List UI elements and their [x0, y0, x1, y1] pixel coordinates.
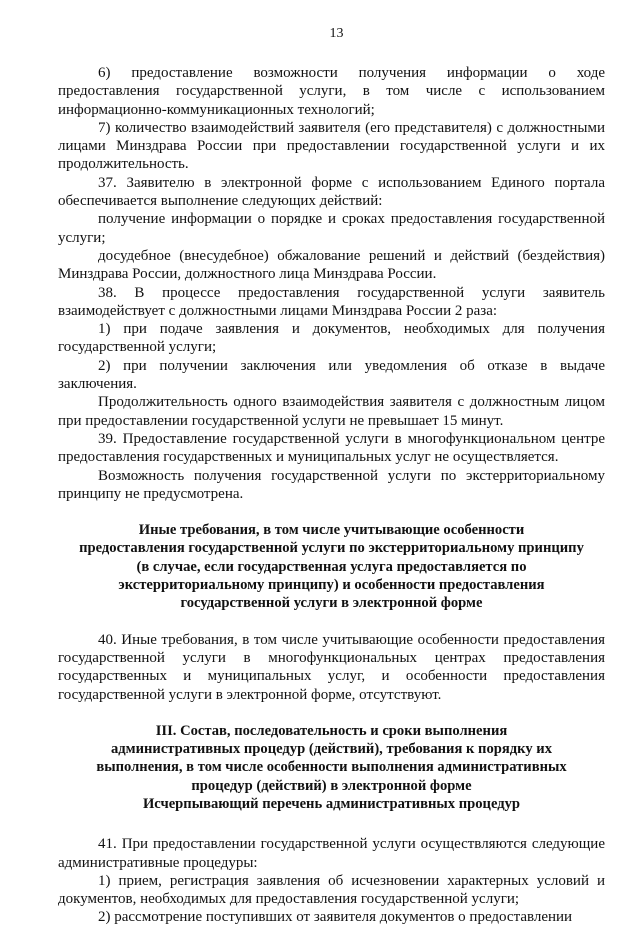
heading-line: Иные требования, в том числе учитывающие особенности: [138, 522, 525, 539]
heading-line: административных процедур (действий), требования к порядку их: [110, 741, 553, 758]
paragraph-41: 41. При предоставлении государственной услуги осуществляются следующие административные процедуры:: [58, 836, 605, 871]
paragraph-41-item-1: 1) прием, регистрация заявления об исчезновении характерных условий и документов, необходимых для предоставления государственной услуги;: [58, 872, 605, 908]
heading-line: (в случае, если государственная услуга предоставляется по: [136, 558, 527, 575]
paragraph-39: 39. Предоставление государственной услуги в многофункциональном центре предоставления государственных и муниципальных услуг не осуществляется.: [58, 430, 605, 466]
heading-line: экстерриториальному принципу) и особенности предоставления: [118, 577, 545, 594]
paragraph-duration: Продолжительность одного взаимодействия заявителя с должностным лицом при предоставлении государственной услуги не превышает 15 минут.: [58, 394, 605, 429]
paragraph-40: 40. Иные требования, в том числе учитывающие особенности предоставления государственной услуги в многофункциональных центрах предоставления государственных и муниципальных услуг, и особенности предоставления государственной услуги в электронной форме, отсутствуют.: [58, 631, 605, 703]
paragraph-item-7: 7) количество взаимодействий заявителя (его представителя) с должностными лицами Минздрава России при предоставлении государственной услуги и их продолжительность.: [58, 119, 605, 173]
heading-line: III. Состав, последовательность и сроки выполнения: [155, 722, 508, 739]
page-number: 13: [329, 26, 344, 41]
paragraph-item-6: 6) предоставление возможности получения информации о ходе предоставления государственной услуги, в том числе с использованием информационно-коммуникационных технологий;: [58, 65, 605, 118]
paragraph-37-action-appeal: досудебное (внесудебное) обжалование решений и действий (бездействия) Минздрава России, должностного лица Минздрава России.: [58, 247, 605, 283]
paragraph-37-action-info: получение информации о порядке и сроках предоставления государственной услуги;: [58, 211, 605, 246]
heading-line: государственной услуги в электронной форме: [180, 595, 483, 612]
heading-line: Исчерпывающий перечень административных процедур: [142, 795, 521, 812]
heading-line: предоставления государственной услуги по экстерриториальному принципу: [79, 540, 584, 557]
paragraph-extraterritorial: Возможность получения государственной услуги по экстерриториальному принципу не предусмотрена.: [58, 467, 605, 502]
heading-line: процедур (действий) в электронной форме: [191, 777, 472, 794]
heading-line: выполнения, в том числе особенности выполнения административных: [96, 759, 567, 776]
section-heading-iii: [58, 722, 605, 813]
paragraph-37: 37. Заявителю в электронной форме с использованием Единого портала обеспечивается выполнение следующих действий:: [58, 174, 605, 210]
paragraph-41-item-2: 2) рассмотрение поступивших от заявителя документов о предоставлении: [98, 909, 573, 926]
paragraph-38: 38. В процессе предоставления государственной услуги заявитель взаимодействует с должностными лицами Минздрава России 2 раза:: [58, 284, 605, 319]
paragraph-38-item-2: 2) при получении заключения или уведомления об отказе в выдаче заключения.: [58, 357, 605, 393]
paragraph-38-item-1: 1) при подаче заявления и документов, необходимых для получения государственной услуги;: [58, 321, 605, 356]
section-heading-other-requirements: [58, 521, 605, 612]
